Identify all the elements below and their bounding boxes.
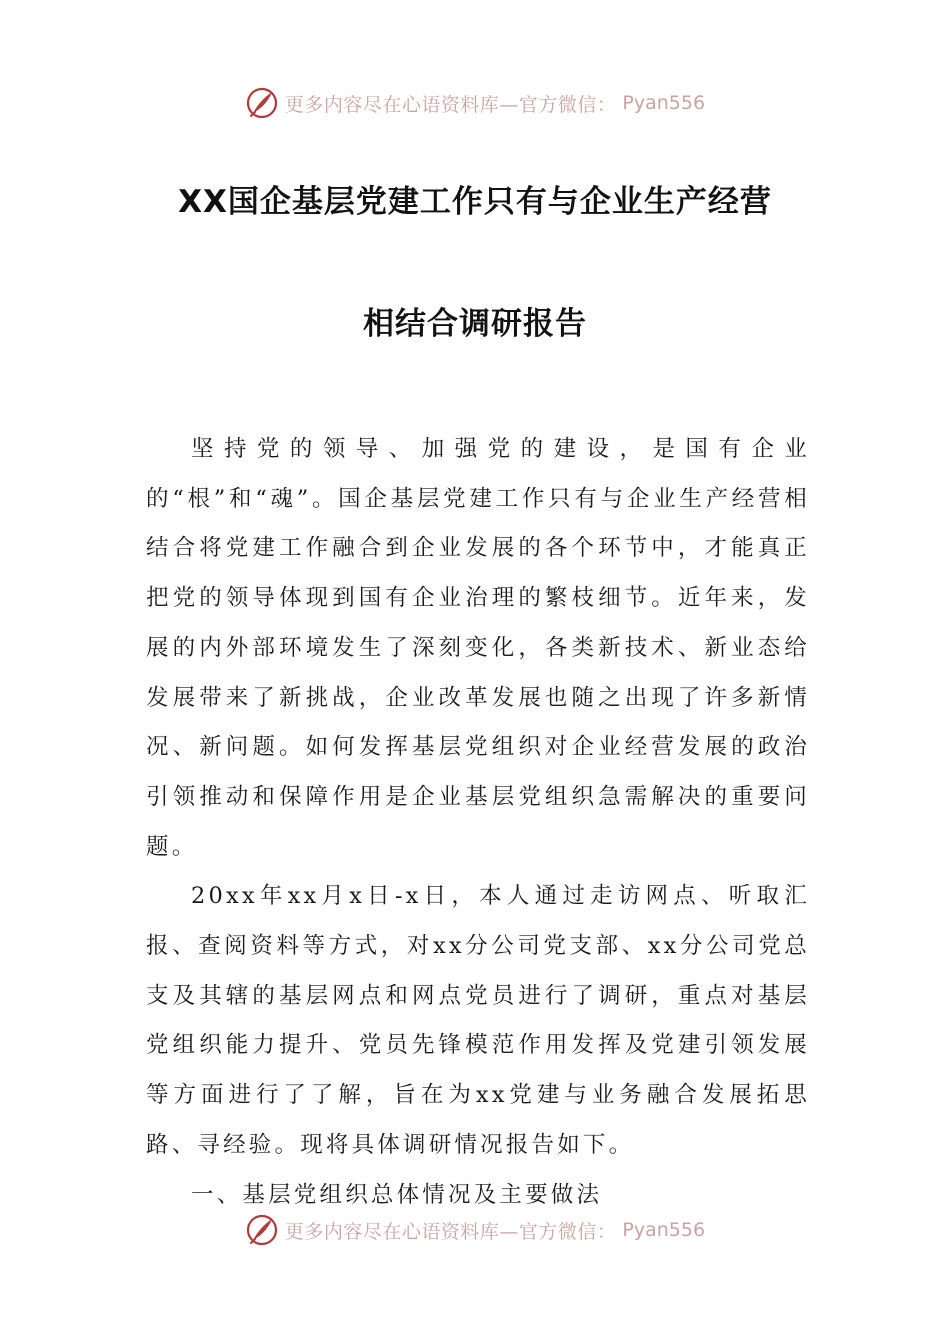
pen-feather-logo-icon — [245, 1213, 279, 1247]
top-watermark-banner — [0, 83, 950, 123]
document-body — [146, 425, 810, 1220]
pen-feather-logo-icon — [245, 86, 279, 120]
section-heading: 一、基层党组织总体情况及主要做法 — [191, 1181, 603, 1208]
wechat-id: Pyan556 — [622, 1219, 706, 1241]
wechat-id: Pyan556 — [622, 92, 706, 114]
document-title-line-2: 相结合调研报告 — [363, 306, 587, 342]
watermark-text: 更多内容尽在心语资料库—官方微信： — [284, 93, 617, 116]
watermark-text: 更多内容尽在心语资料库—官方微信： — [284, 1220, 617, 1243]
paragraph-1: 坚持党的领导、加强党的建设，是国有企业的“根”和“魂”。国企基层党建工作只有与企业生产经营相结合将党建工作融合到企业发展的各个环节中，才能真正把党的领导体现到国有企业治理的繁枝细节。近年来，发展的内外部环境发生了深刻变化，各类新技术、新业态给发展带来了新挑战，企业改革发展也随之出现了许多新情况、新问题。如何发挥基层党组织对企业经营发展的政治引领推动和保障作用是企业基层党组织急需解决的重要问题。 — [146, 436, 810, 860]
bottom-watermark-banner — [0, 1210, 950, 1250]
paragraph-2: 20xx年xx月x日-x日，本人通过走访网点、听取汇报、查阅资料等方式，对xx分公司党支部、xx分公司党总支及其辖的基层网点和网点党员进行了调研，重点对基层党组织能力提升、党员先锋模范作用发挥及党建引领发展等方面进行了了解，旨在为xx党建与业务融合发展拓思路、寻经验。现将具体调研情况报告如下。 — [146, 883, 810, 1158]
document-title-line-1: XX国企基层党建工作只有与企业生产经营 — [178, 184, 772, 220]
